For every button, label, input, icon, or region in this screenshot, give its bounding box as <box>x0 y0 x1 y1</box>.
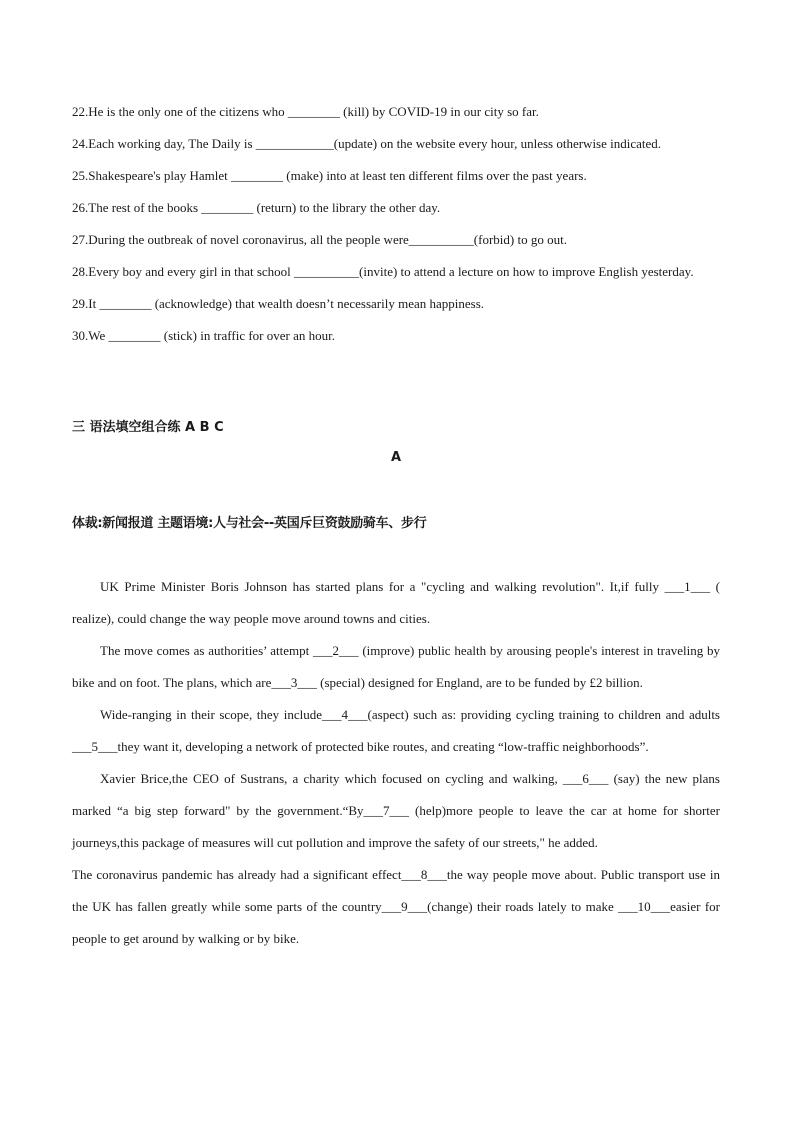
question-22: 22.He is the only one of the citizens who ________ (kill) by COVID-19 in our city so far. <box>72 104 539 119</box>
question-24: 24.Each working day, The Daily is ____________(update) on the website every hour, unless otherwise indicated. <box>72 136 662 151</box>
question-25: 25.Shakespeare's play Hamlet ________ (make) into at least ten different films over the past years. <box>72 168 587 183</box>
question-28: 28.Every boy and every girl in that school __________(invite) to attend a lecture on how to improve English yesterday. <box>72 264 694 279</box>
question-27: 27.During the outbreak of novel coronavirus, all the people were__________(forbid) to go out. <box>72 232 567 247</box>
question-26: 26.The rest of the books ________ (return) to the library the other day. <box>72 200 441 215</box>
genre-heading: 体裁:新闻报道 主题语境:人与社会--英国斥巨资鼓励骑车、步行 <box>72 516 427 531</box>
section-title: 三 语法填空组合练 A B C <box>72 420 224 435</box>
question-list <box>72 96 720 352</box>
passage-label: A <box>390 450 402 465</box>
passage-paragraph-5: The coronavirus pandemic has already had a significant effect___8___the way people move about. Public transport use in the UK has fallen greatly while some parts of the country___9___(change) their roads lately to make ___10___easier for people to get around by walking or by bike. <box>72 867 720 946</box>
passage-paragraph-4: Xavier Brice,the CEO of Sustrans, a charity which focused on cycling and walking, ___6___ (say) the new plans marked “a big step forward" by the government.“By___7___ (help)more people to leave the car at home for shorter journeys,this package of measures will cut pollution and improve the safety of our streets," he added. <box>72 771 720 850</box>
question-30: 30.We ________ (stick) in traffic for over an hour. <box>72 328 335 343</box>
passage-paragraph-3: Wide-ranging in their scope, they include___4___(aspect) such as: providing cycling training to children and adults ___5___they want it, developing a network of protected bike routes, and creating “low-traffic neighborhoods”. <box>72 707 720 754</box>
question-29: 29.It ________ (acknowledge) that wealth doesn’t necessarily mean happiness. <box>72 296 485 311</box>
passage-paragraph-1: UK Prime Minister Boris Johnson has started plans for a "cycling and walking revolution". It,if fully ___1___ ( realize), could change the way people move around towns and cities. <box>72 579 720 626</box>
passage <box>72 571 720 955</box>
passage-paragraph-2: The move comes as authorities’ attempt ___2___ (improve) public health by arousing people's interest in traveling by bike and on foot. The plans, which are___3___ (special) designed for England, are to be funded by £2 billion. <box>72 643 720 690</box>
